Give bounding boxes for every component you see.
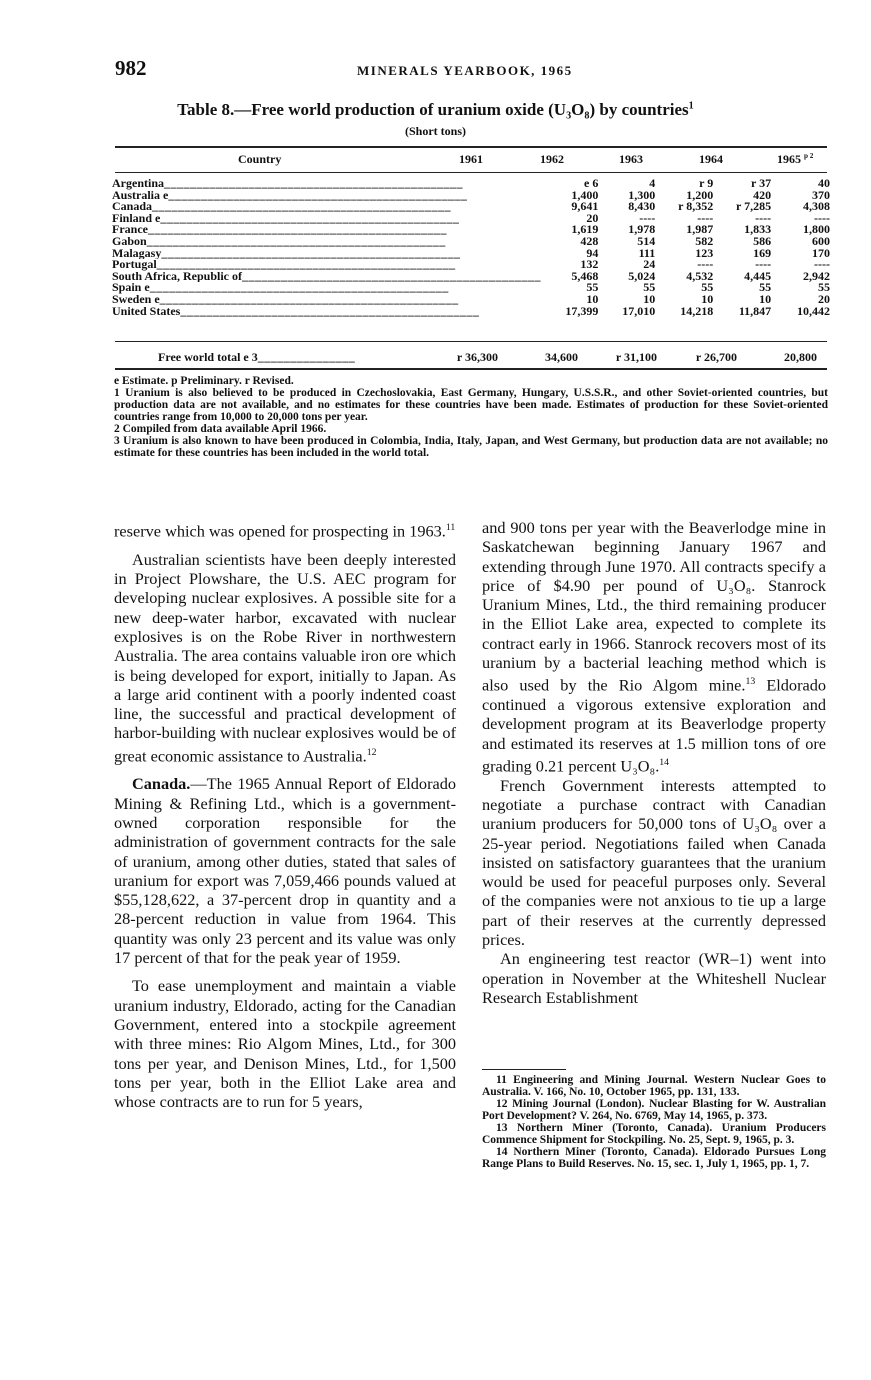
total-1964: r 26,700: [695, 350, 737, 364]
value-cell: 2,942: [803, 268, 830, 283]
value-cell: 55: [818, 280, 830, 295]
footnotes: [482, 1074, 826, 1170]
footnote-13: 13 Northern Miner (Toronto, Canada). Uranium Producers Commence Shipment for Stockpiling. No. 25, Sept. 9, 1965, p. 3.: [482, 1122, 826, 1146]
value-cell: r 7,285: [736, 199, 772, 214]
value-cell: 4,532: [686, 268, 714, 283]
country-cell: United States______________________________________________: [112, 305, 480, 318]
value-cell: 10: [759, 291, 772, 306]
value-cell: 8,430: [628, 199, 656, 214]
value-cell: 600: [812, 233, 830, 248]
country-cell: Finland e______________________________________________: [112, 212, 460, 225]
table-row: [112, 248, 830, 260]
value-cell: 55: [759, 280, 772, 295]
value-cell: 5,468: [571, 268, 599, 283]
value-cell: 10: [701, 291, 714, 306]
value-cell: 420: [753, 187, 772, 202]
value-cell: 17,399: [565, 303, 599, 318]
table-row: [112, 178, 830, 190]
value-cell: ----: [639, 210, 656, 225]
value-cell: 428: [580, 233, 599, 248]
paragraph: To ease unemployment and maintain a viable uranium industry, Eldorado, acting for the Canadian Government, entered into a stockpile agreement with three mines: Rio Algom Mines, Ltd., for 300 tons per year, and Denison Mines, Ltd., for 1,500 tons per year, both in the Elliot Lake area and whose contracts are to run for 5 years,: [114, 976, 456, 1112]
value-cell: e 6: [584, 176, 599, 190]
table-row: [112, 190, 830, 202]
total-1962: 34,600: [545, 350, 578, 364]
paragraph: Canada.—The 1965 Annual Report of Eldorado Mining & Refining Ltd., which is a government-owned corporation responsible for the administration of government contracts for the sale of uranium, among other duties, stated that sales of uranium for export was 7,059,466 pounds valued at $55,128,622, a 37-percent drop in quantity and a 28-percent reduction in value from 1964. This quantity was only 23 percent and its value was only 17 percent of that for the peak year of 1959.: [114, 774, 456, 968]
total-1963: r 31,100: [615, 350, 657, 364]
table-row: [112, 271, 830, 283]
value-cell: 24: [643, 257, 656, 272]
value-cell: 169: [753, 245, 772, 260]
value-cell: 1,987: [686, 222, 714, 237]
value-cell: r 8,352: [678, 199, 714, 214]
value-cell: r 9: [699, 176, 714, 190]
note-3: 3 Uranium is also known to have been produced in Colombia, India, Italy, Japan, and West Germany, but production data are not available; no estimate for these countries has been included in the world total.: [114, 435, 828, 459]
value-cell: ----: [755, 257, 772, 272]
value-cell: 17,010: [622, 303, 656, 318]
table-row: [112, 282, 830, 294]
country-cell: South Africa, Republic of______________________________________________: [112, 270, 542, 283]
paragraph: French Government interests attempted to negotiate a purchase contract with Canadian uranium producers for 50,000 tons of U₃O₈ over a 25-year period. Negotiations failed when Canada insisted on satisfactory guarantees that the uranium would be used for peaceful purposes only. Several of the companies were not anxious to tie up a large part of their reserves at the currently depressed prices.: [482, 775, 826, 950]
value-cell: 1,200: [686, 187, 714, 202]
value-cell: 10: [643, 291, 656, 306]
value-cell: 1,300: [628, 187, 656, 202]
value-cell: ----: [697, 257, 714, 272]
table-row: [112, 224, 830, 236]
value-cell: 1,800: [803, 222, 830, 237]
paragraph: and 900 tons per year with the Beaverlodge mine in Saskatchewan beginning January 1967 and extending through June 1970. All contracts specify a price of $4.90 per pound of U₃O₈. Stanrock Uranium Mines, Ltd., the third remaining producer in the Elliot Lake area, expected to complete its contract early in 1966. Stanrock recovers most of its uranium by a bacterial leaching method which is also used by the Rio Algom mine.$^{13}$ Eldorado continued a vigorous extensive exploration and development program at its Beaverlodge property and estimated its reserves at 1.5 million tons of ore grading 0.21 percent U₃O₈.$^{14}$: [482, 518, 827, 776]
table-top-rule: [115, 146, 827, 148]
value-cell: 20: [818, 291, 830, 306]
value-cell: 55: [701, 280, 714, 295]
value-cell: 111: [638, 245, 656, 260]
total-label: Free world total e 3_______________: [158, 350, 356, 364]
value-cell: 9,641: [571, 199, 599, 214]
header-1962: 1962: [540, 152, 564, 166]
value-cell: 94: [586, 245, 599, 260]
right-column: [482, 518, 826, 1007]
note-legend: e Estimate. p Preliminary. r Revised.: [114, 375, 294, 387]
note-1: 1 Uranium is also believed to be produced in Czechoslovakia, East Germany, Hungary, U.S.S.R., and other Soviet-oriented countries, but production data are not available, and no estimates for these countries have been made. Estimates of production for these Soviet-oriented countries range from 10,000 to 20,000 tons per year.: [114, 387, 828, 423]
note-2: 2 Compiled from data available April 1966.: [114, 423, 327, 435]
header-1963: 1963: [619, 152, 643, 166]
total-rule: [115, 341, 827, 342]
value-cell: 40: [818, 176, 830, 190]
country-cell: Sweden e______________________________________________: [112, 293, 459, 306]
footnote-rule: [482, 1069, 566, 1070]
table-row: [112, 213, 830, 225]
value-cell: 10: [586, 291, 599, 306]
total-1961: r 36,300: [456, 350, 498, 364]
value-cell: 123: [695, 245, 714, 260]
table-notes: [114, 375, 828, 459]
value-cell: 1,400: [571, 187, 599, 202]
value-cell: 55: [643, 280, 656, 295]
country-cell: Spain e______________________________________________: [112, 282, 449, 294]
table-row: [112, 236, 830, 248]
value-cell: 55: [586, 280, 599, 295]
header-country: Country: [238, 152, 282, 166]
table-row: [112, 294, 830, 306]
footnote-12: 12 Mining Journal (London). Nuclear Blasting for W. Australian Port Development? V. 264, No. 6769, May 14, 1965, p. 373.: [482, 1098, 826, 1122]
country-cell: Canada______________________________________________: [112, 201, 452, 213]
country-cell: Malagasy______________________________________________: [112, 247, 461, 260]
footnote-11: 11 Engineering and Mining Journal. Western Nuclear Goes to Australia. V. 166, No. 10, October 1965, pp. 131, 133.: [482, 1074, 826, 1098]
value-cell: ----: [814, 257, 830, 272]
header-1965: 1965 $^{p 2}$: [777, 152, 814, 166]
value-cell: 586: [753, 233, 772, 248]
table-bottom-rule: [115, 368, 827, 370]
value-cell: 4,445: [744, 268, 772, 283]
country-cell: Argentina______________________________________________: [112, 178, 463, 190]
total-1965: 20,800: [784, 350, 817, 364]
country-cell: Gabon______________________________________________: [112, 235, 446, 248]
value-cell: ----: [697, 210, 714, 225]
header-1964: 1964: [699, 152, 723, 166]
header-rule: [115, 172, 827, 173]
running-title: MINERALS YEARBOOK, 1965: [357, 63, 573, 78]
value-cell: 4: [649, 176, 656, 190]
left-column: [114, 518, 456, 1111]
value-cell: r 37: [751, 176, 772, 190]
header-1961: 1961: [459, 152, 483, 166]
production-table: [112, 178, 830, 317]
table-row: [112, 201, 830, 213]
value-cell: 1,978: [628, 222, 656, 237]
value-cell: 20: [586, 210, 599, 225]
value-cell: 370: [812, 187, 830, 202]
value-cell: 11,847: [738, 303, 772, 318]
value-cell: 582: [695, 233, 714, 248]
country-cell: France______________________________________________: [112, 224, 447, 236]
value-cell: 1,833: [744, 222, 772, 237]
table-subtitle: (Short tons): [404, 124, 466, 138]
footnote-14: 14 Northern Miner (Toronto, Canada). Eldorado Pursues Long Range Plans to Build Reserves. No. 15, sec. 1, July 1, 1965, pp. 1, 7.: [482, 1146, 826, 1170]
country-cell: Portugal______________________________________________: [112, 259, 456, 271]
value-cell: 14,218: [680, 303, 714, 318]
page-number: 982: [115, 56, 147, 80]
paragraph: An engineering test reactor (WR–1) went into operation in November at the Whiteshell Nuclear Research Establishment: [482, 949, 826, 1007]
paragraph: Australian scientists have been deeply interested in Project Plowshare, the U.S. AEC program for developing nuclear explosives. A possible site for a new deep-water harbor, excavated with nuclear explosives is on the Robe River in northwestern Australia. The area contains valuable iron ore which is being developed for export, initially to Japan. As a large arid continent with a poorly indented coast line, the successful and practical development of harbor-building with nuclear explosives would be of great economic assistance to Australia.$^{12}$: [114, 549, 456, 766]
value-cell: ----: [755, 210, 772, 225]
value-cell: 5,024: [628, 268, 656, 283]
value-cell: 10,442: [797, 303, 830, 318]
table-row: [112, 306, 830, 318]
value-cell: 514: [637, 233, 656, 248]
value-cell: ----: [814, 210, 830, 225]
value-cell: 170: [812, 245, 830, 260]
value-cell: 1,619: [571, 222, 599, 237]
value-cell: 4,308: [803, 199, 830, 214]
value-cell: 132: [580, 257, 599, 272]
table-title: Table 8.—Free world production of uranium oxide (U₃O₈) by countries$^1$: [177, 100, 694, 119]
paragraph: reserve which was opened for prospecting in 1963.11: [114, 521, 456, 541]
table-row: [112, 259, 830, 271]
country-cell: Australia e______________________________________________: [112, 189, 468, 202]
